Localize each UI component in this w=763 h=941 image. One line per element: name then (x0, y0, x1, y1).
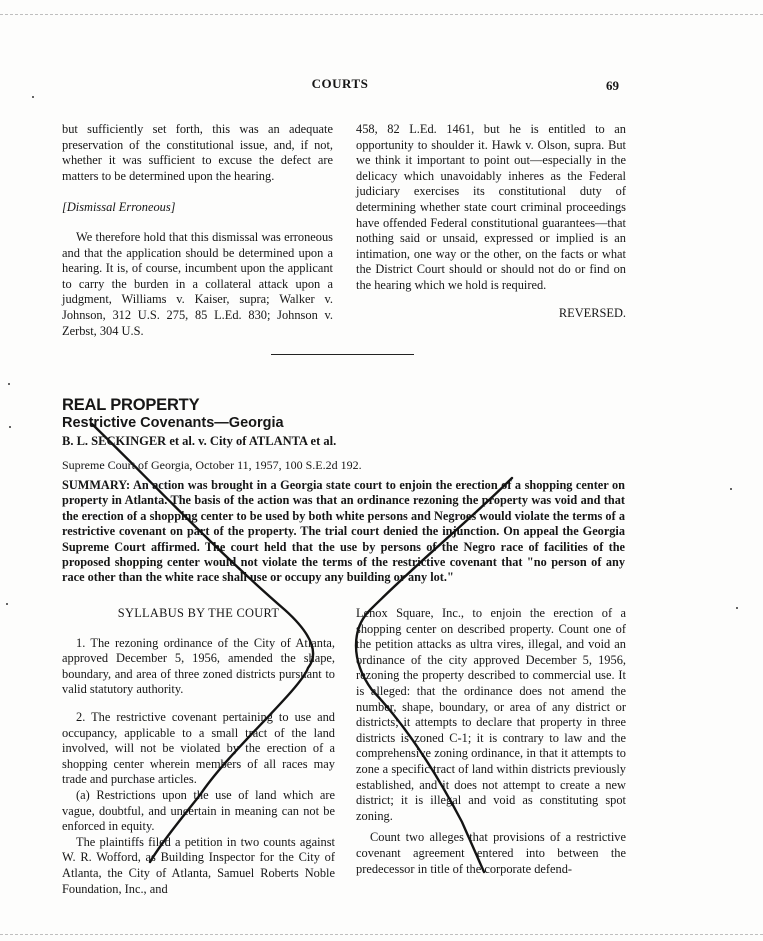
scan-edge (0, 14, 763, 15)
section-divider (271, 354, 414, 355)
summary-label: SUMMARY: (62, 478, 131, 492)
top-right-column (356, 122, 626, 321)
scan-speck (32, 96, 34, 98)
opinion-paragraph: Count two alleges that provisions of a restrictive covenant agreement entered into between the predecessor in title of the corporate defend- (356, 830, 626, 876)
syllabus-item: 2. The restrictive covenant pertaining to use and occupancy, applicable to a small tract of the land involved, will not be violated by the erection of a shopping center wherein members of all races may trade and purchase articles. (62, 709, 335, 787)
paragraph: but sufficiently set forth, this was an adequate preservation of the constitutional issue, and, if not, whether it was sufficient to excuse the defect are matters to be determined upon the hearing. (62, 122, 333, 183)
syllabus-heading: SYLLABUS BY THE COURT (117, 606, 280, 620)
topic-subtitle: Restrictive Covenants—Georgia (62, 415, 284, 431)
scan-edge (0, 934, 763, 935)
scan-speck (736, 607, 738, 609)
subheading: [Dismissal Erroneous] (62, 200, 176, 215)
scan-speck (8, 383, 10, 385)
scan-speck (730, 488, 732, 490)
disposition: REVERSED. (558, 305, 626, 320)
scan-speck (6, 603, 8, 605)
syllabus-subitem: (a) Restrictions upon the use of land which are vague, doubtful, and uncertain in meaning can not be enforced in equity. (62, 787, 335, 834)
page-number: 69 (606, 78, 619, 93)
court-citation: Supreme Court of Georgia, October 11, 1957, 100 S.E.2d 192. (62, 458, 362, 472)
running-header: COURTS (311, 76, 369, 91)
scan-speck (9, 426, 11, 428)
paragraph: 458, 82 L.Ed. 1461, but he is entitled to an opportunity to shoulder it. Hawk v. Olson, supra. But we think it important to point out—especially in the delicacy which unavoidably inheres as the Federal judiciary exercises its constitutional duty of determining whether state court criminal proceedings have offended Federal constitutional guarantees—that nothing said or unsaid, expressed or implied is an intimation, one way or the other, on the facts or what the District Court should or should not do or find on the hearing which we hold is required. (356, 122, 626, 292)
syllabus-column (62, 606, 335, 897)
paragraph: We therefore hold that this dismissal was erroneous and that the application should be determined upon a hearing. It is, of course, incumbent upon the applicant to carry the burden in a collateral attack upon a judgment, Williams v. Kaiser, supra; Walker v. Johnson, 312 U.S. 275, 85 L.Ed. 830; Johnson v. Zerbst, 304 U.S. (62, 229, 333, 338)
opinion-right-column (356, 606, 626, 877)
top-left-column (62, 122, 333, 339)
summary-text: An action was brought in a Georgia state court to enjoin the erection of a shopping center on property in Atlanta. The basis of the action was that an ordinance rezoning the property was void and that the erection of a shopping center to be used by both white persons and Negroes would violate the terms of a restrictive covenant on part of the property. The trial court denied the injunction. On appeal the Georgia Supreme Court affirmed. The court held that the use by persons of the Negro race of facilities of the proposed shopping center would not violate the terms of the restrictive covenant that "no person of any race other than the white race shall use or occupy any building or any lot." (62, 478, 625, 585)
case-caption: B. L. SECKINGER et al. v. City of ATLANTA et al. (62, 434, 337, 448)
syllabus-item: 1. The rezoning ordinance of the City of Atlanta, approved December 5, 1956, amended the shape, boundary, and area of three zoned districts pursuant to valid statutory authority. (62, 635, 335, 697)
section-title: REAL PROPERTY (62, 396, 200, 414)
case-summary (62, 478, 625, 586)
opinion-paragraph: The plaintiffs filed a petition in two counts against W. R. Wofford, as Building Inspector for the City of Atlanta, the City of Atlanta, Samuel Roberts Noble Foundation, Inc., and (62, 834, 335, 896)
opinion-paragraph: Lenox Square, Inc., to enjoin the erection of a shopping center on described property. Count one of the petition attacks as ultra vires, illegal, and void an ordinance of the city approved December 5, 1956, rezoning the property described to commercial use. It is alleged: that the ordinance does not amend the number, shape, boundary, or area of any district or districts; it attempts to declare that property in three districts is zoned C-1; it is contrary to law and the comprehensive zoning ordinance, in that it attempts to zone a specific tract of land within districts previously established, and it does not attempt to create a new district; it is illegal and void as constituting spot zoning. (356, 606, 626, 823)
